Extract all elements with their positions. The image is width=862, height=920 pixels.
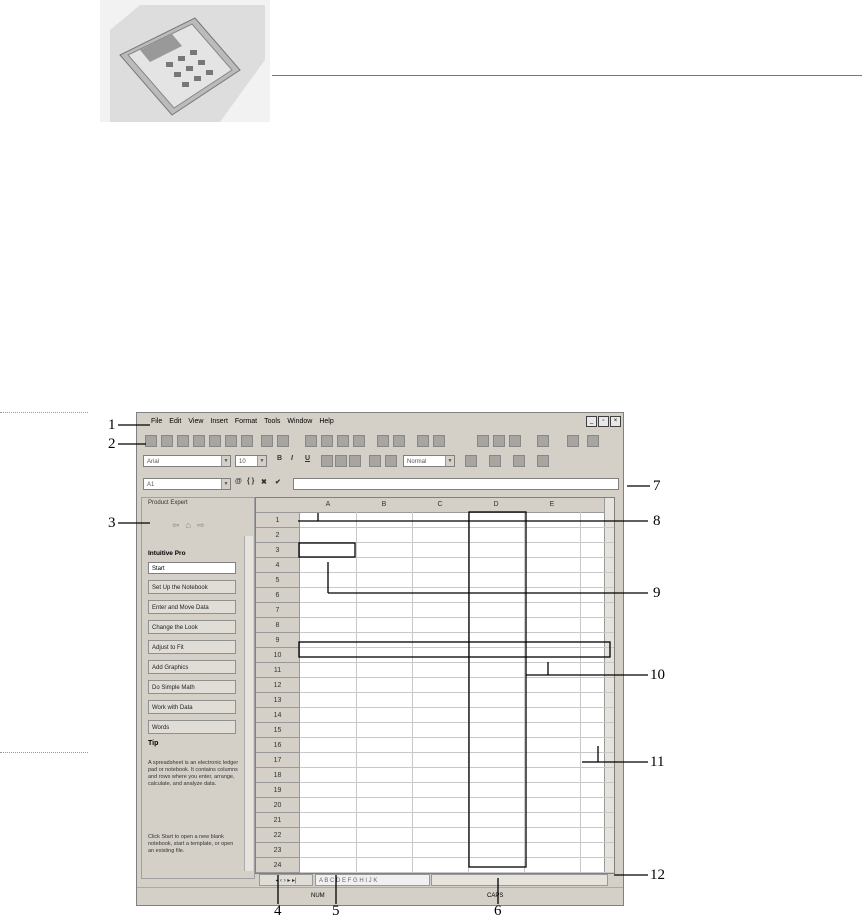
row-header[interactable]: 3 [256,543,300,558]
bold-button[interactable]: B [277,455,283,462]
forward-icon[interactable]: ⇨ [196,520,211,530]
tip-text: A spreadsheet is an electronic ledger pad or notebook. It contains columns and rows where you enter, arrange, calculate, and analyze data. [148,760,239,787]
row-header[interactable]: 20 [256,798,300,813]
column-header-c[interactable]: C [412,498,469,513]
accept-icon[interactable]: ✔ [275,479,281,486]
underline-button[interactable]: U [305,455,311,462]
row-header[interactable]: 14 [256,708,300,723]
cancel-icon[interactable]: ✖ [261,479,267,486]
row-header[interactable]: 17 [256,753,300,768]
status-num: NUM [311,893,325,899]
callout-4: 4 [274,903,282,919]
menu-tools[interactable]: Tools [264,418,281,425]
row-header[interactable]: 9 [256,633,300,648]
callout-7: 7 [653,478,661,494]
name-box-value: A1 [147,482,155,488]
braces-icon[interactable]: { } [247,478,255,485]
minimize-icon[interactable]: _ [586,416,597,427]
sheet-tab-strip[interactable]: A B C D E F G H I J K [315,874,430,886]
callout-10: 10 [650,667,665,683]
row-header[interactable]: 21 [256,813,300,828]
column-header-b[interactable]: B [356,498,413,513]
task-pane-select-value: Start [152,566,165,572]
pane-button-enter-data[interactable]: Enter and Move Data [148,600,236,614]
menu-edit[interactable]: Edit [169,418,182,425]
tip-label: Tip [148,740,159,747]
callout-1: 1 [108,417,116,433]
chevron-down-icon[interactable]: ▼ [445,456,454,466]
font-name-value: Arial [147,459,160,465]
pane-button-graphics[interactable]: Add Graphics [148,660,236,674]
callout-2: 2 [108,436,116,452]
task-pane-title[interactable]: Product Expert [148,500,188,506]
row-header[interactable]: 10 [256,648,300,663]
row-header[interactable]: 4 [256,558,300,573]
row-header[interactable]: 23 [256,843,300,858]
function-icon[interactable]: @ [235,478,242,485]
chevron-down-icon[interactable]: ▼ [221,456,230,466]
row-header[interactable]: 1 [256,513,300,528]
column-header-a[interactable]: A [300,498,357,513]
home-icon[interactable]: ⌂ [185,520,197,530]
italic-button[interactable]: I [291,455,293,462]
back-icon[interactable]: ⇦ [172,520,186,530]
row-header[interactable]: 24 [256,858,300,873]
row-header[interactable]: 2 [256,528,300,543]
pane-button-work-data[interactable]: Work with Data [148,700,236,714]
tip-text-2: Click Start to open a new blank notebook, start a template, or open an existing file. [148,834,234,854]
sheet-tab-navigation[interactable]: ◂ ‹ › ▸ ▸| [259,874,313,886]
status-caps: CAPS [487,893,504,899]
callout-9: 9 [653,585,661,601]
row-header[interactable]: 6 [256,588,300,603]
callout-3: 3 [108,515,116,531]
chevron-down-icon[interactable]: ▼ [221,479,230,489]
menu-insert[interactable]: Insert [210,418,228,425]
task-pane-heading: Intuitive Pro [148,550,186,557]
callout-6: 6 [494,903,502,919]
pane-button-words[interactable]: Words [148,720,236,734]
menu-file[interactable]: File [151,418,163,425]
column-header-e[interactable]: E [524,498,581,513]
row-header[interactable]: 18 [256,768,300,783]
row-header[interactable]: 13 [256,693,300,708]
row-header[interactable]: 19 [256,783,300,798]
pane-button-adjust[interactable]: Adjust to Fit [148,640,236,654]
chevron-down-icon[interactable]: ▼ [257,456,266,466]
row-header[interactable]: 15 [256,723,300,738]
restore-icon[interactable]: ▫ [598,416,609,427]
font-size-value: 10 [239,459,246,465]
menu-format[interactable]: Format [234,418,258,425]
callout-5: 5 [332,903,340,919]
column-highlight-d [469,512,526,867]
style-value: Normal [407,459,427,465]
row-header[interactable]: 7 [256,603,300,618]
close-icon[interactable]: × [610,416,621,427]
menu-window[interactable]: Window [287,418,313,425]
pane-button-change-look[interactable]: Change the Look [148,620,236,634]
row-header[interactable]: 5 [256,573,300,588]
menu-view[interactable]: View [188,418,204,425]
row-header[interactable]: 12 [256,678,300,693]
cell-highlight-a3 [299,543,355,557]
menu-help[interactable]: Help [319,418,334,425]
row-highlight-10 [299,642,610,657]
row-header[interactable]: 11 [256,663,300,678]
column-header-d[interactable]: D [468,498,525,513]
pane-button-math[interactable]: Do Simple Math [148,680,236,694]
callout-11: 11 [650,754,665,770]
row-header[interactable]: 8 [256,618,300,633]
callout-8: 8 [653,513,661,529]
callout-12: 12 [650,867,665,883]
row-header[interactable]: 22 [256,828,300,843]
row-header[interactable]: 16 [256,738,300,753]
pane-button-set-up[interactable]: Set Up the Notebook [148,580,236,594]
